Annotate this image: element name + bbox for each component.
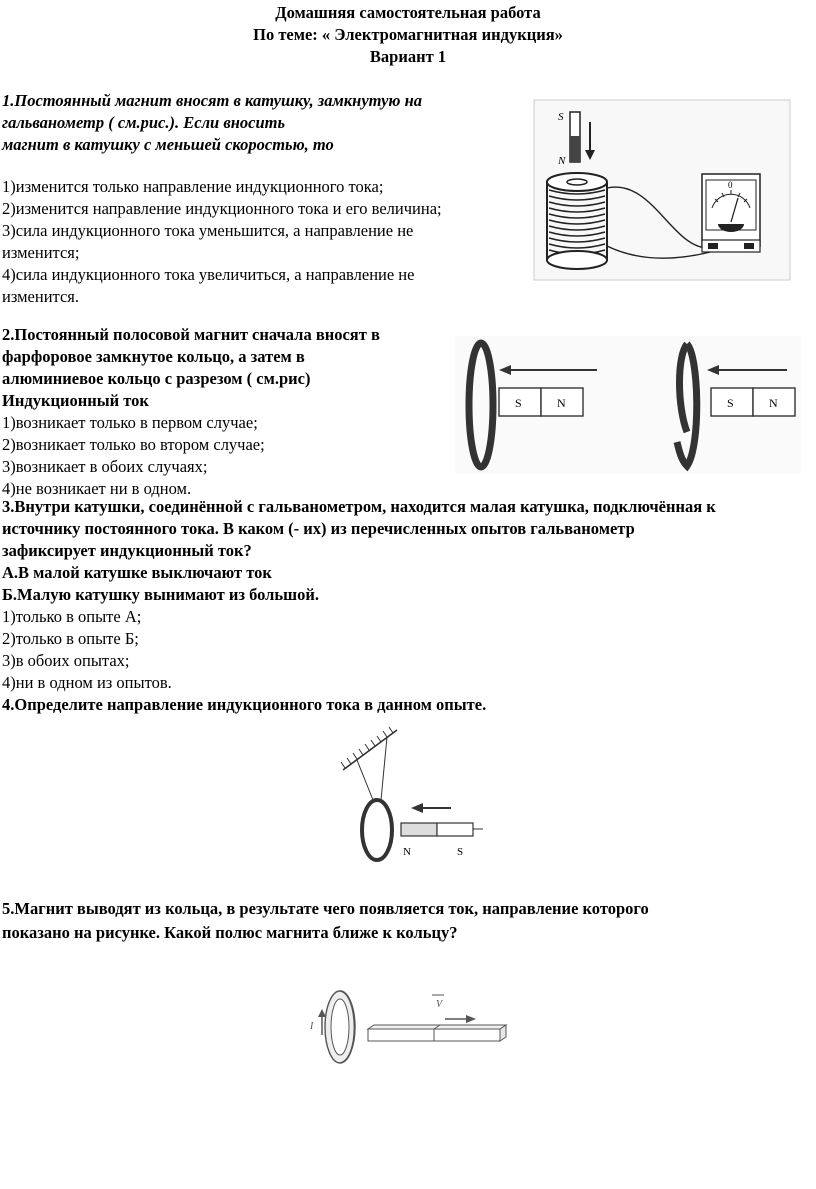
q2-option-2: 2)возникает только во втором случае; — [2, 435, 265, 454]
q1-option-2: 2)изменится направление индукционного тока и его величина; — [2, 199, 442, 218]
q1-option-4: 4)сила индукционного тока увеличиться, а направление не — [2, 265, 415, 284]
q2-magnet2-pole-s: S — [727, 396, 734, 410]
q2-line-3: алюминиевое кольцо с разрезом ( см.рис) — [2, 369, 311, 388]
q5-current-label: I — [310, 1021, 314, 1032]
q2-line-2: фарфоровое замкнутое кольцо, а затем в — [2, 347, 305, 366]
q1-pole-n: N — [558, 155, 566, 167]
q1-line-1: 1.Постоянный магнит вносят в катушку, замкнутую на — [2, 91, 422, 110]
q3-experiment-b: Б.Малую катушку вынимают из большой. — [2, 585, 319, 604]
q3-option-2: 2)только в опыте Б; — [2, 629, 139, 648]
q2-option-3: 3)возникает в обоих случаях; — [2, 457, 208, 476]
q4-title: 4.Определите направление индукционного тока в данном опыте. — [2, 695, 487, 714]
q4-pole-s: S — [457, 846, 464, 858]
q1-line-2: гальванометр ( см.рис.). Если вносить — [2, 113, 286, 132]
q3-line-2: источнику постоянного тока. В каком (- их) из перечисленных опытов гальванометр — [2, 519, 635, 538]
q2-option-1: 1)возникает только в первом случае; — [2, 413, 258, 432]
q4-figure-suspended-ring — [335, 722, 500, 862]
document-title: Домашняя самостоятельная работа — [275, 3, 541, 22]
document-variant: Вариант 1 — [369, 47, 447, 66]
document-topic: По теме: « Электромагнитная индукция» — [253, 25, 563, 44]
q1-option-3-cont: изменится; — [2, 243, 80, 262]
q3-line-1: 3.Внутри катушки, соединённой с гальванометром, находится малая катушка, подключённая к — [2, 497, 716, 516]
q1-option-4-cont: изменится. — [2, 287, 79, 306]
q2-magnet2-pole-n: N — [769, 396, 778, 410]
q3-option-4: 4)ни в одном из опытов. — [2, 673, 172, 692]
q1-option-3: 3)сила индукционного тока уменьшится, а направление не — [2, 221, 414, 240]
q5-figure-ring-magnet — [300, 985, 510, 1075]
q1-option-1: 1)изменится только направление индукционного тока; — [2, 177, 384, 196]
q5-line-2: показано на рисунке. Какой полюс магнита ближе к кольцу? — [2, 923, 458, 942]
q1-pole-s: S — [558, 111, 564, 123]
q3-option-3: 3)в обоих опытах; — [2, 651, 130, 670]
q2-option-4: 4)не возникает ни в одном. — [2, 479, 192, 498]
q2-line-4: Индукционный ток — [2, 391, 149, 410]
q1-line-3: магнит в катушку с меньшей скоростью, то — [2, 135, 334, 154]
q1-figure-coil-galvanometer — [532, 98, 794, 282]
q3-experiment-a: А.В малой катушке выключают ток — [2, 563, 272, 582]
q3-option-1: 1)только в опыте А; — [2, 607, 142, 626]
q5-velocity-label: V — [436, 999, 443, 1010]
q3-line-3: зафиксирует индукционный ток? — [2, 541, 252, 560]
q1-scale-zero: 0 — [728, 180, 733, 190]
q2-magnet1-pole-n: N — [557, 396, 566, 410]
q5-line-1: 5.Магнит выводят из кольца, в результате чего появляется ток, направление которого — [2, 899, 649, 918]
q2-magnet1-pole-s: S — [515, 396, 522, 410]
q2-line-1: 2.Постоянный полосовой магнит сначала вносят в — [2, 325, 380, 344]
q2-figure-rings-magnets — [455, 336, 801, 474]
q4-pole-n: N — [403, 846, 411, 858]
